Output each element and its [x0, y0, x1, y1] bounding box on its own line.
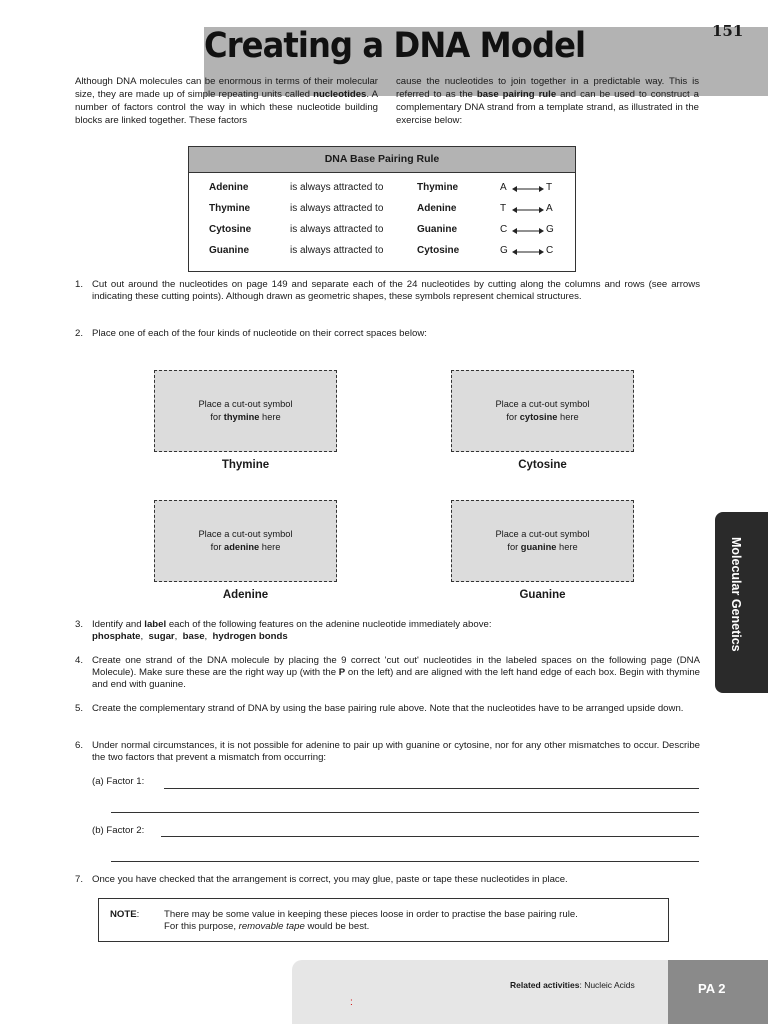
page-number: 151	[712, 22, 744, 40]
thymine-drop-box[interactable]: Place a cut-out symbol for thymine here	[154, 370, 337, 452]
page-code-badge: PA 2	[668, 960, 768, 1024]
factor-1-answer-line[interactable]	[164, 788, 699, 789]
factor-2-answer-line-2[interactable]	[111, 861, 699, 862]
double-arrow-icon	[512, 248, 544, 256]
table-row: Cytosine is always attracted to Guanine C G	[209, 224, 554, 235]
double-arrow-icon	[512, 185, 544, 193]
factor-2-label: (b) Factor 2:	[92, 825, 145, 836]
table-title: DNA Base Pairing Rule	[189, 147, 575, 173]
intro-left: Although DNA molecules can be enormous in terms of their molecular size, they are made up of simple repeating units called nucleotides. A number of factors control the way in which these nucleotide building blocks are linked together. These factors	[75, 76, 378, 126]
page-title: Creating a DNA Model	[204, 26, 586, 66]
double-arrow-icon	[512, 206, 544, 214]
intro-right: cause the nucleotides to join together in a predictable way. This is referred to as the base pairing rule and can be used to construct a complementary DNA strand from a template strand, as illustrated in the exercise below:	[396, 76, 699, 126]
cytosine-label: Cytosine	[518, 459, 567, 471]
thymine-label: Thymine	[221, 459, 270, 471]
double-arrow-icon	[512, 227, 544, 235]
section-tab: Molecular Genetics	[715, 512, 768, 693]
related-activities: Related activities: Nucleic Acids	[510, 980, 635, 990]
guanine-drop-box[interactable]: Place a cut-out symbol for guanine here	[451, 500, 634, 582]
factor-2-answer-line[interactable]	[161, 836, 699, 837]
table-row: Guanine is always attracted to Cytosine G C	[209, 245, 554, 256]
factor-1-label: (a) Factor 1:	[92, 776, 145, 787]
footer-mark: :	[350, 997, 353, 1008]
base-pairing-table	[188, 146, 576, 272]
footer-bar	[292, 960, 668, 1024]
note-box: NOTE: There may be some value in keeping these pieces loose in order to practise the base pairing rule. For this purpose, removable tape would be best.	[98, 898, 669, 942]
table-row: Thymine is always attracted to Adenine T A	[209, 203, 553, 214]
adenine-label: Adenine	[222, 589, 269, 601]
adenine-drop-box[interactable]: Place a cut-out symbol for adenine here	[154, 500, 337, 582]
factor-1-answer-line-2[interactable]	[111, 812, 699, 813]
guanine-label: Guanine	[519, 589, 566, 601]
table-row: Adenine is always attracted to Thymine A T	[209, 182, 553, 193]
cytosine-drop-box[interactable]: Place a cut-out symbol for cytosine here	[451, 370, 634, 452]
